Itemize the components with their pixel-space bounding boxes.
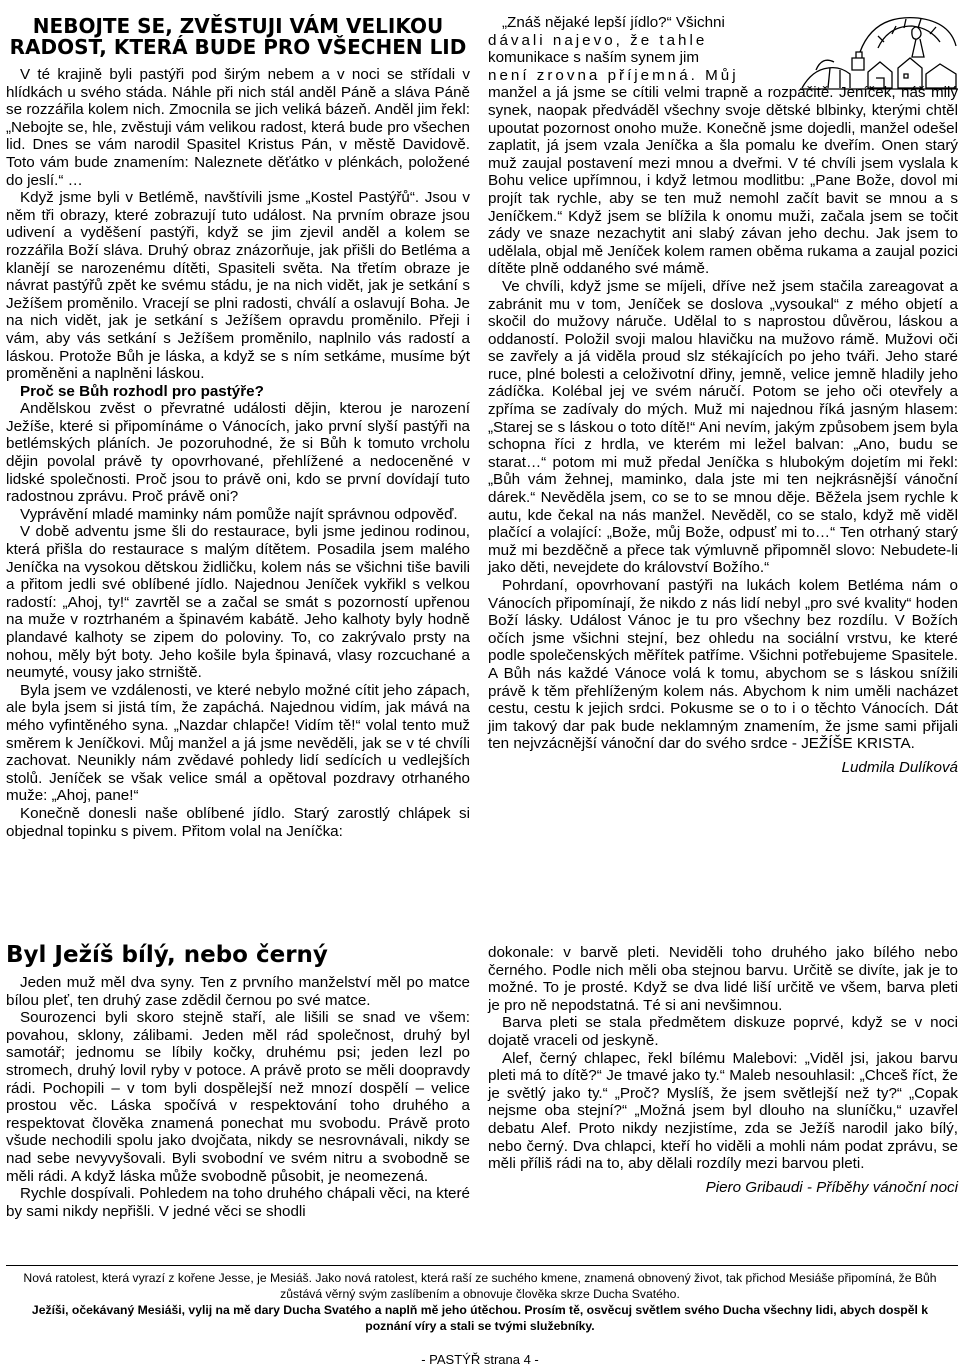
article1-paragraph: Byla jsem ve vzdálenosti, ve které nebylo možné cítit jeho zápach, ale byla jsem si jistá tím, že zapáchá. Najednou vidím, jak mává na mého vyfintěného syna. „Nazdar chlapče! Vidím tě!“ volal tento muž směrem k Jeníčkovi. Můj manžel a já jsme nevěděli, jak se v té chvíli zachovat. Neunikly nám zvědavé pohledy lidí sedících u vedlejších stolů. Jeníček se však velice smál a opětoval pozdravy otrhaného muže: „Ahoj, pane!“ bbox=[6, 681, 470, 805]
article1-author: Ludmila Dulíková bbox=[841, 758, 958, 776]
article1-paragraph: Když jsme byli v Betlémě, navštívili jsme „Kostel Pastýřů“. Jsou v něm tři obrazy, které zobrazují tuto událost. Na prvním obraze jsou udivení a vyděšení pastýři, když se jim zjevil anděl a kolem se rozzářila Boží sláva. Druhý obraz znázorňuje, jak přišli do Betléma a klanějí se narozenému dítěti, Spasiteli světa. Na třetím obraze je návrat pastýřů zpět ke svému stádu, je na nich vidět, jak je setkání s Ježíšem proměnilo. Vracejí se plni radosti, chválí a oslavují Boha. Je na nich vidět, jak je setkání s Ježíšem opravdu proměnilo. Přeji i vám, aby vás setkání s Ježíšem proměnilo, naplnilo vás radostí a láskou. Protože Bůh je láska, a když se s ním setkáme, musíme být proměněni a naplněni láskou. bbox=[6, 189, 470, 383]
article2-paragraph: dokonale: v barvě pleti. Neviděli toho druhého jako bílého nebo černého. Podle nich měli oba stejnou barvu. Určitě se divíte, jak je to možné. To je prosté. Když se dva lidé liší určitě ve všem, barva pleti je pro ně nepodstatná. Té si ani nevšimnou. bbox=[488, 944, 958, 1014]
article2-author: Piero Gribaudi - Příběhy vánoční noci bbox=[705, 1178, 958, 1196]
footer-box bbox=[20, 1270, 940, 1334]
footer-text: Nová ratolest, která vyrazí z kořene Jesse, je Mesiáš. Jako nová ratolest, která raší ze suchého kmene, znamená obnovený život, tak přichod Mesiáše připomíná, že Bůh zůstává věrný svým zaslíbením a obnovuje člověka skrze Ducha Svatého. bbox=[23, 1271, 937, 1301]
article1-paragraph: Vyprávění mladé maminky nám pomůže najít správnou odpověď. bbox=[20, 505, 458, 523]
article1-paragraph: komunikace s naším synem jim bbox=[488, 49, 700, 67]
article2-paragraph: Sourozenci byli skoro stejně staří, ale lišili se snad ve všem: povahou, sklony, zálibami. Jeden měl rád společnost, druhý byl samotář; jednomu se líbily kočky, druhému psi; jeden lezl po stromech, druhý lovil ryby v potoce. A právě proto se měli doopravdy rádi. Pochopili – v tom byli dospělejší než mnozí dospělí – velice prostou věc. Láska spočívá v respektování toho druhého a respektovat člověka znamená ponechat mu svobodu. Právě proto všude nechodili spolu jako dvojčata, nikdy se nesrovnávali, nikdy se nad sebe nevyvyšovali. Byli svobodní ve svém nitru a svobodně se měli rádi. A když láska může svobodně působit, je neomezená. bbox=[6, 1009, 470, 1185]
footer-divider bbox=[6, 1265, 958, 1266]
article1-paragraph: není zrovna příjemná. Můj bbox=[488, 66, 739, 84]
article1-paragraph: Andělskou zvěst o převratné události dějin, kterou je narození Ježíše, které si připomínáme o Vánocích, jako první slyší pastýři na betlémských pláních. Je pozoruhodné, že si Bůh k tomuto vrcholu dějin povolal právě ty opovrhované, přehlížené a nedoceněné v lidské společnosti. Proč jsou to právě oni, kdo se první dovídají tuto radostnou zprávu. Proč právě oni? bbox=[6, 400, 470, 506]
article1-left-column bbox=[6, 14, 470, 840]
article1-paragraph: dávali najevo, že tahle bbox=[488, 31, 708, 49]
footer-prayer: Ježíši, očekávaný Mesiáši, vylij na mě dary Ducha Svatého a naplň mě jeho útěchou. Prosím tě, osvěcuj světlem svého Ducha všechny lidi, abych dospěl k poznání víry a stali se tvými služebníky. bbox=[31, 1303, 929, 1333]
article1-paragraph: Pohrdaní, opovrhovaní pastýři na lukách kolem Betléma nám o Vánocích připomínají, že nikdo z nás lidí nebyl „pro své kvality“ hoden Boží lásky. Událost Vánoc je tu pro všechny bez rozdílu. V Božích očích jsme všichni stejní, bez ohledu na sociální vrstvu, ke které podle společenských měřítek patříme. Všichni potřebujeme Spasitele. A Bůh nás každé Vánoce volá k tomu, abychom se s láskou snížili právě k těm přehlíženým kolem nás. Abychom k nim uměli nacházet cestu, cestu k jejich srdci. Pokusme se o to i o těchto Vánocích. Dát jim takový dar pak bude neklamným znamením, že jsme sami přijali ten nejvzácnější vánoční dar do svého srdce - JEŽÍŠE KRISTA. bbox=[488, 577, 958, 753]
article2-paragraph: Rychle dospívali. Pohledem na toho druhého chápali věci, na které by sami nikdy nepřišli. V jedné věci se shodli bbox=[6, 1185, 470, 1220]
article2-title: Byl Ježíš bílý, nebo černý bbox=[6, 942, 328, 968]
article1-question: Proč se Bůh rozhodl pro pastýře? bbox=[20, 382, 264, 400]
article1-title: NEBOJTE SE, ZVĚSTUJI VÁM VELIKOU RADOST, KTERÁ BUDE PRO VŠECHEN LID bbox=[9, 14, 467, 59]
article1-paragraph: Konečně donesli naše oblíbené jídlo. Starý zarostlý chlápek si objednal topinku s pivem. Přitom volal na Jeníčka: bbox=[6, 804, 470, 840]
article2-paragraph: Alef, černý chlapec, řekl bílému Malebovi: „Viděl jsi, jakou barvu pleti má to dítě?“ Je tmavé jako ty.“ Maleb nesouhlasil: „Chceš říct, že je světlý jako ty.“ „Proč? Myslíš, že jsem světlejší než ty?“ „Copak nejsme oba stejní?“ „Možná jsem byl dlouho na sluníčku,“ uzavřel debatu Alef. Proto nikdy nezjistíme, zda se Ježíš narodil jako bílý, nebo černý. Dva chlapci, kteří ho viděli a mohli nám podat zprávu, se měli příliš rádi na to, aby dělali rozdíly mezi barvou pleti. bbox=[488, 1049, 958, 1173]
article1-paragraph: V době adventu jsme šli do restaurace, byli jsme jedinou rodinou, která přišla do restaurace s malým dítětem. Posadila jsem malého Jeníčka na vysokou dětskou židličku, kolem nás se všichni tiše bavili a přitom jedli své oblíbené jídlo. Najednou Jeníček vykřikl s velkou radostí: „Ahoj, ty!“ zavrtěl se a začal se smát s pozorností upřenou na muže v roztrhaném a špinavém kabátě. Jeho kalhoty byly hodně plandavé kalhoty se zipem do poloviny. To, co zakrývalo prsty na nohou, měly být boty. Jeho košile byla špinavá, vlasy rozcuchané a neumyté, vousy jako strniště. bbox=[6, 523, 470, 682]
article1-paragraph: „Znáš nějaké lepší jídlo?“ Všichni bbox=[502, 14, 725, 31]
article2-left-column bbox=[6, 940, 470, 1220]
article1-paragraph: V té krajině byli pastýři pod širým nebem a v noci se střídali v hlídkách u svého stáda. Náhle při nich stál anděl Páně a sláva Páně se rozzářila kolem nich. Zmocnila se jich veliká bázeň. Anděl jim řekl: „Nebojte se, hle, zvěstuji vám velikou radost, která bude pro všechen lid. Dnes se vám narodil Spasitel Kristus Pán, v městě Davidově. Toto vám bude znamením: Naleznete děťátko v plénkách, položené do jeslí.“ … bbox=[6, 66, 470, 189]
article2-paragraph: Jeden muž měl dva syny. Ten z prvního manželství měl po matce bílou pleť, ten druhý zase zdědil černou po své matce. bbox=[6, 974, 470, 1009]
article1-right-column bbox=[488, 14, 958, 777]
page-label: - PASTÝŘ strana 4 - bbox=[421, 1352, 539, 1367]
article2-paragraph: Barva pleti se stala předmětem diskuze poprvé, když se v noci dojatě vraceli od jeskyně. bbox=[488, 1014, 958, 1049]
article2-right-column bbox=[488, 944, 958, 1196]
article1-paragraph: Ve chvíli, když jsme se míjeli, dříve než jsem stačila zareagovat a zabránit mu v tom, Jeníček se doslova „vysoukal“ z mého objetí a skočil do mužovy náruče. Udělal to s naprostou důvěrou, láskou a oddaností. Položil svoji malou hlavičku na mužovo rámě. Mužovi oči se zavřely a já viděla proud slz stékajících po jeho tváři. Jeho staré ruce, plné bolesti a celoživotní dřiny, jemně, velice jemně hladily jeho zádíčka. Kolébal jej ve svém náručí. Potom se jeho oči otevřely a zpříma se zadívaly do mých. Muž mi najednou říká jasným hlasem: „Starej se s láskou o toto dítě!“ Ani nevím, jakým způsobem jsem byla schopna říci z hrdla, ve kterém mi ležel balvan: „Ano, budu se starat…“ potom mi muž předal Jeníčka s hlubokým dojetím mi řekl: „Bůh vám žehnej, maminko, dala jste mi ten nejkrásnější vánoční dárek.“ Nevěděla jsem, co se to se mnou děje. Běžela jsem rychle k autu, kde čekal na nás manžel. Nevěděl, co se stalo, když mě viděl plačící a volající: „Bože, můj Bože, odpusť mi to…“ Ten otrhaný starý muž mi bezděčně a přece tak výmluvně připomněl slovo: Nebudete-li jako děti, nevejdete do království Božího.“ bbox=[488, 277, 958, 577]
article1-paragraph: manžel a já jsme se cítili velmi trapně a rozpačitě. Jeníček, náš milý synek, naopak předváděl všechny svoje dětské blbinky, kterými chtěl upoutat pozornost onoho muže. Konečně jsme dojedli, manžel odešel zaplatit, já jsem vzala Jeníčka a šla pomalu ke dveřím. Onen starý muž zaujal postavení mezi mnou a dveřmi. V té chvíli jsem vyslala k Bohu velice upřímnou, i když letmou modlitbu: „Pane Bože, dovol mi projít tak rychle, aby se ten muž nemohl začít bavit se mnou a s Jeníčkem.“ Když jsem se blížila k onomu muži, začala jsem se točit zády ve snaze nezachytit ani slabý závan jeho dechu. Jak jsem to udělala, objal mě Jeníček kolem ramen oběma rukama a zaujal pozici dítěte plně oddaného své mámě. bbox=[488, 84, 958, 278]
